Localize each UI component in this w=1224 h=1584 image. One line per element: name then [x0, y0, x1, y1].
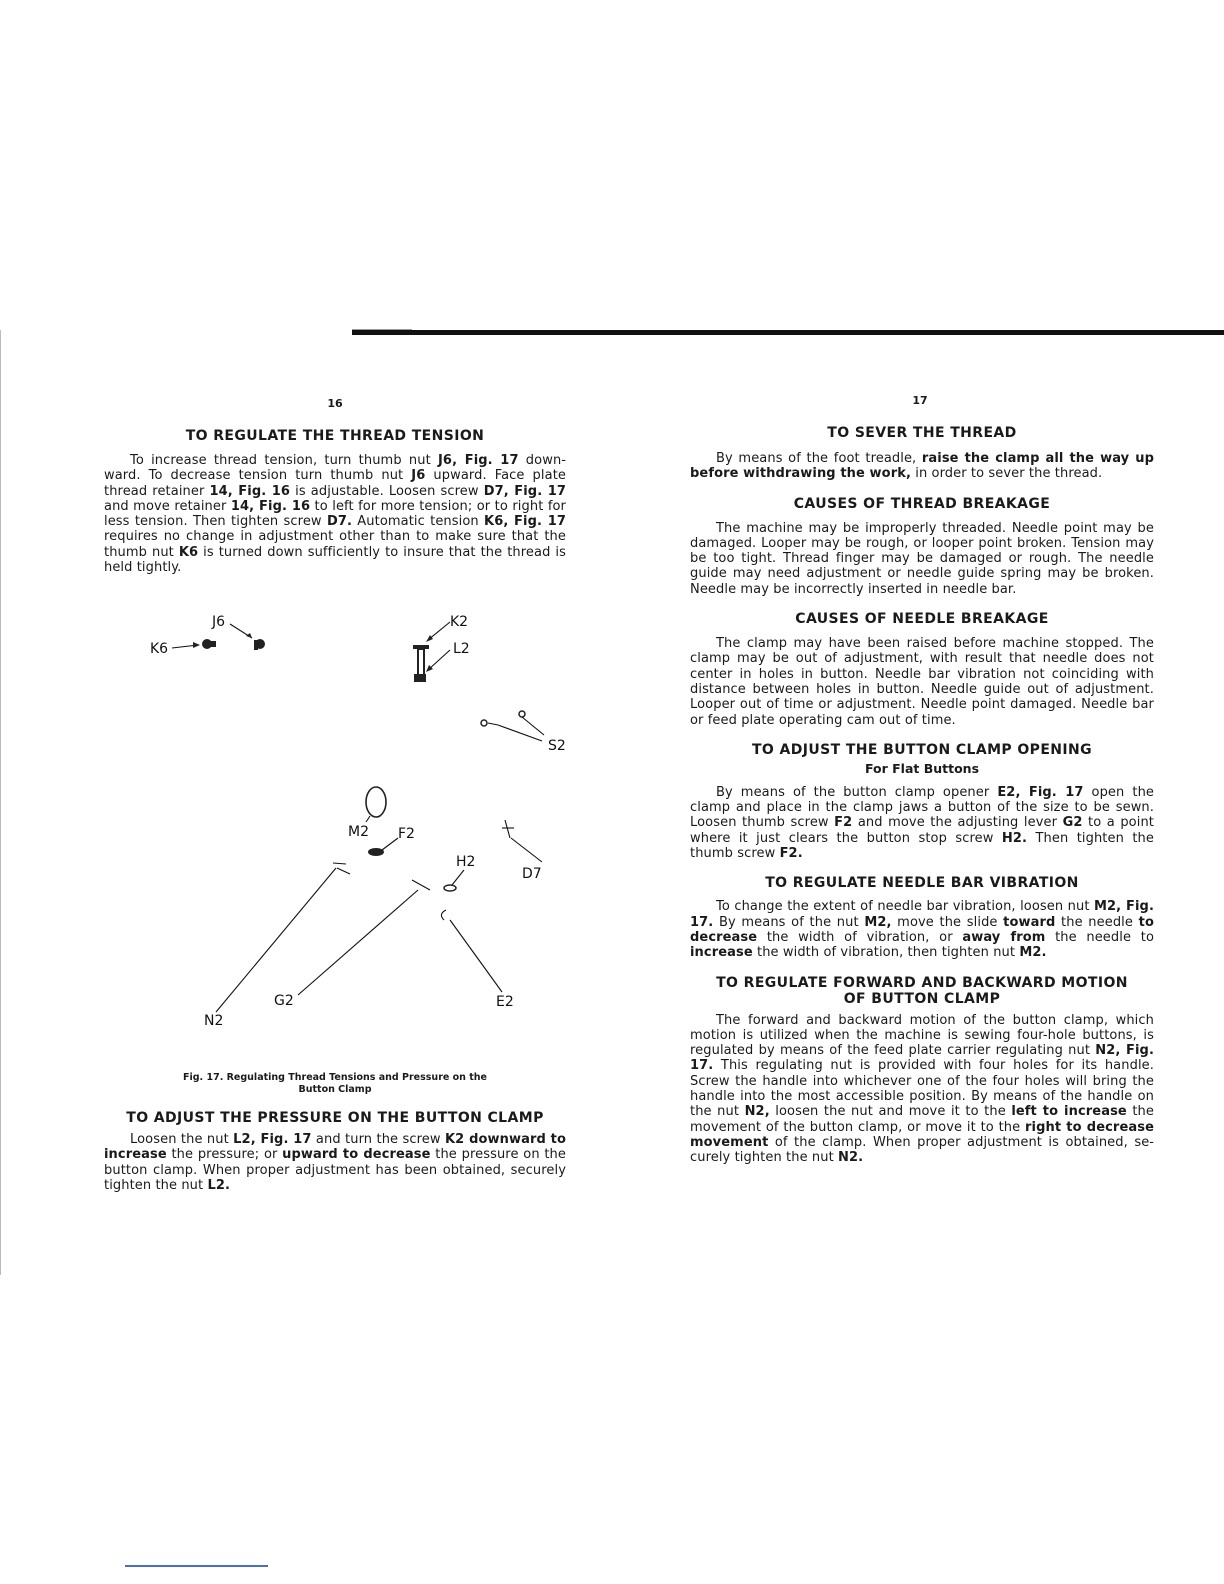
- leader-e2: [450, 920, 502, 992]
- paragraph-forward-backward-motion: The forward and backward motion of the button clamp, which motion is utilized when the machine is sewing four-hole buttons, is regulated by means of the feed plate carrier regulating nut N2, Fig. 17. This regulating nut is provided with four holes for its handle. Screw the handle into whichever one of the four holes will bring the handle into the most accessible position. By means of the handle on the nut N2, loosen the nut and move it to the left to increase the movement of the button clamp, or move it to the right to decrease movement of the clamp. When proper adjustment is obtained, securely tighten the nut N2.: [690, 1012, 1154, 1166]
- screw-d7-part: [502, 820, 514, 838]
- label-m2: M2: [348, 824, 369, 840]
- figure-caption: Fig. 17. Regulating Thread Tensions and Pressure on the Button Clamp: [183, 1072, 487, 1095]
- left-section-button-clamp-pressure: [104, 1110, 566, 1193]
- paragraph-thread-tension: To increase thread tension, turn thumb nut J6, Fig. 17 downward. To decrease tension turn thumb nut J6 upward. Face plate thread retainer 14, Fig. 16 is adjustable. Loosen screw D7, Fig. 17 and move retainer 14, Fig. 16 to left for more tension; or to right for less tension. Then tighten screw D7. Automatic tension K6, Fig. 17 requires no change in adjustment other than to make sure that the thumb nut K6 is turned down sufficiently to insure that the thread is held tightly.: [104, 453, 566, 576]
- paragraph-needle-breakage: The clamp may have been raised before machine stopped. The clamp may be out of adjustment, with result that needle does not center in holes in button. Needle bar vibration not coinciding with distance between holes in button. Needle guide out of adjustment. Looper out of time or adjustment. Needle point damaged. Needle bar or feed plate operating cam out of time.: [690, 636, 1154, 728]
- heading-sever-thread: TO SEVER THE THREAD: [827, 425, 1017, 441]
- page-number-17: 17: [912, 394, 928, 407]
- thumb-screw-f2-part: [368, 848, 384, 856]
- leader-g2: [298, 890, 418, 995]
- arrow-k6: [193, 642, 200, 648]
- paragraph-sever-thread: By means of the foot treadle, raise the clamp all the way up before withdrawing the work, in order to sever the thread.: [690, 451, 1155, 482]
- leader-n2: [216, 868, 336, 1012]
- label-d7: D7: [522, 866, 542, 882]
- s2-part-a: [481, 720, 487, 726]
- paragraph-thread-breakage: The machine may be improperly threaded. Needle point may be damaged. Looper may be rough, or looper point broken. Tension may be too tight. Thread finger may be damaged or rough. The needle guide may need adjustment or needle guide spring may be broken. Needle may be incorrectly inserted in needle bar.: [690, 520, 1154, 597]
- heading-thread-breakage: CAUSES OF THREAD BREAKAGE: [793, 495, 1051, 512]
- heading-adjust-pressure: TO ADJUST THE PRESSURE ON THE BUTTON CLAMP: [126, 1110, 544, 1126]
- label-l2: L2: [453, 641, 470, 657]
- leader-m2: [366, 816, 370, 822]
- label-g2: G2: [274, 993, 294, 1009]
- arrow-k2: [426, 635, 433, 642]
- paragraph-pressure: Loosen the nut L2, Fig. 17 and turn the screw K2 downward to increase the pressure; or upward to decrease the pressure on the button clamp. When proper adjustment has been obtained, securely tighten the nut L2.: [104, 1132, 566, 1193]
- heading-button-clamp-opening: TO ADJUST THE BUTTON CLAMP OPENING: [751, 741, 1093, 758]
- label-e2: E2: [496, 994, 514, 1010]
- m2-part: [366, 787, 386, 817]
- s2-part-b: [519, 711, 525, 717]
- label-h2: H2: [456, 854, 476, 870]
- label-n2: N2: [204, 1013, 224, 1029]
- paragraph-button-clamp-opening: By means of the button clamp opener E2, Fig. 17 open the clamp and place in the clamp jaws a button of the size to be sewn. Loosen thumb screw F2 and move the adjusting lever G2 to a point where it just clears the button stop screw H2. Then tighten the thumb screw F2.: [690, 784, 1155, 862]
- heading-forward-backward-motion: TO REGULATE FORWARD AND BACKWARD MOTION OF BUTTON CLAMP: [716, 974, 1128, 1007]
- paragraph-needle-bar-vibration: To change the extent of needle bar vibration, loosen nut M2, Fig. 17. By means of the nut M2, move the slide toward the needle to decrease the width of vibration, or away from the needle to increase the width of vibration, then tighten nut M2.: [690, 899, 1154, 961]
- opener-e2-part: [441, 910, 446, 920]
- subheading-flat-buttons: For Flat Buttons: [864, 760, 980, 776]
- page-edge: [0, 330, 1, 1275]
- screw-k2-part: [413, 645, 429, 682]
- leader-s2-a: [488, 723, 498, 725]
- leader-s2-b: [522, 717, 544, 735]
- label-f2: F2: [398, 826, 415, 842]
- leader-l2: [428, 650, 450, 670]
- right-column: [690, 425, 1154, 1166]
- arrow-j6: [246, 633, 252, 638]
- stop-screw-h2-part: [444, 885, 456, 891]
- footer-line: [125, 1565, 268, 1567]
- heading-needle-breakage: CAUSES OF NEEDLE BREAKAGE: [795, 611, 1049, 628]
- label-s2: S2: [548, 738, 566, 754]
- tension-k6-part: [202, 639, 216, 649]
- top-rule: [352, 330, 1224, 335]
- thumb-nut-j6-part: [254, 639, 265, 650]
- heading-needle-bar-vibration: TO REGULATE NEEDLE BAR VIBRATION: [765, 875, 1079, 892]
- leader-h2: [452, 870, 464, 885]
- figure-17-diagram: [130, 600, 590, 1040]
- left-section-thread-tension: [104, 428, 566, 575]
- label-k2: K2: [450, 614, 469, 630]
- heading-regulate-thread-tension: TO REGULATE THE THREAD TENSION: [185, 428, 485, 444]
- label-j6: J6: [212, 614, 226, 630]
- leader-f2: [382, 838, 398, 850]
- lever-g2-part: [412, 880, 430, 890]
- page-number-16: 16: [327, 397, 343, 410]
- label-k6: K6: [150, 641, 169, 657]
- leader-d7: [511, 838, 542, 862]
